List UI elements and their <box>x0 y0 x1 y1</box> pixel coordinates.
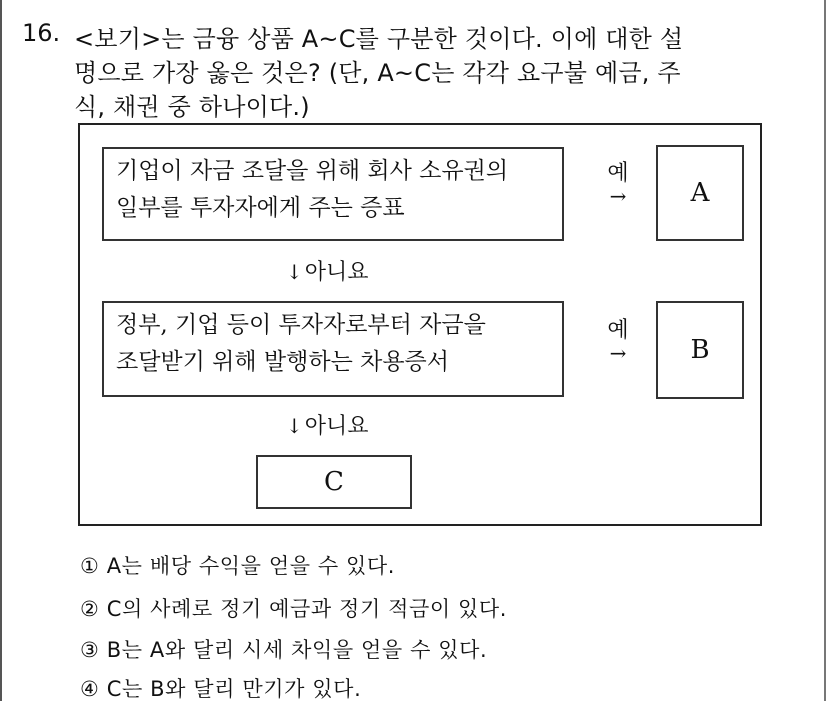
yes-branch-a <box>600 161 636 208</box>
flowchart-question-2-line-2: 조달받기 위해 발행하는 차용증서 <box>116 349 449 375</box>
result-label-c: C <box>324 467 344 497</box>
choice-text: B는 A와 달리 시세 차익을 얻을 수 있다. <box>106 638 488 662</box>
flowchart-question-2-box <box>102 301 564 397</box>
arrow-right-icon: → <box>609 341 627 365</box>
page-border-left <box>0 0 2 701</box>
yes-branch-b <box>600 318 636 365</box>
choice-marker: ② <box>80 597 100 621</box>
flowchart-question-1-line-1: 기업이 자금 조달을 위해 회사 소유권의 <box>116 158 509 184</box>
question-number: 16. <box>22 19 61 47</box>
result-box-c <box>256 455 412 509</box>
answer-choice-4[interactable] <box>80 673 361 703</box>
yes-label: 예 <box>607 161 629 186</box>
choice-text: C의 사례로 정기 예금과 정기 적금이 있다. <box>106 597 508 621</box>
answer-choice-3[interactable] <box>80 634 487 664</box>
flowchart-diagram <box>78 123 762 526</box>
answer-choice-2[interactable] <box>80 593 507 623</box>
choice-text: C는 B와 달리 만기가 있다. <box>106 677 362 701</box>
arrow-down-icon: ↓ <box>286 260 303 284</box>
no-branch-1 <box>286 255 369 286</box>
arrow-right-icon: → <box>609 184 627 208</box>
choice-marker: ④ <box>80 677 100 701</box>
flowchart-question-1-line-2: 일부를 투자자에게 주는 증표 <box>116 195 405 221</box>
question-text-line-3: 식, 채권 중 하나이다.) <box>74 93 310 121</box>
yes-label: 예 <box>607 318 629 343</box>
no-label: 아니요 <box>304 260 369 285</box>
no-branch-2 <box>286 409 369 440</box>
choice-marker: ① <box>80 554 100 578</box>
answer-choice-1[interactable] <box>80 550 395 580</box>
result-label-a: A <box>690 178 710 208</box>
result-label-b: B <box>690 335 710 365</box>
question-text-line-2: 명으로 가장 옳은 것은? (단, A~C는 각각 요구불 예금, 주 <box>74 59 681 87</box>
choice-text: A는 배당 수익을 얻을 수 있다. <box>106 554 396 578</box>
question-text-line-1: <보기>는 금융 상품 A~C를 구분한 것이다. 이에 대한 설 <box>74 25 684 53</box>
flowchart-question-1-box <box>102 147 564 241</box>
result-box-b <box>656 301 744 399</box>
arrow-down-icon: ↓ <box>286 414 303 438</box>
flowchart-question-2-line-1: 정부, 기업 등이 투자자로부터 자금을 <box>116 312 486 338</box>
choice-marker: ③ <box>80 638 100 662</box>
result-box-a <box>656 145 744 241</box>
no-label: 아니요 <box>304 414 369 439</box>
